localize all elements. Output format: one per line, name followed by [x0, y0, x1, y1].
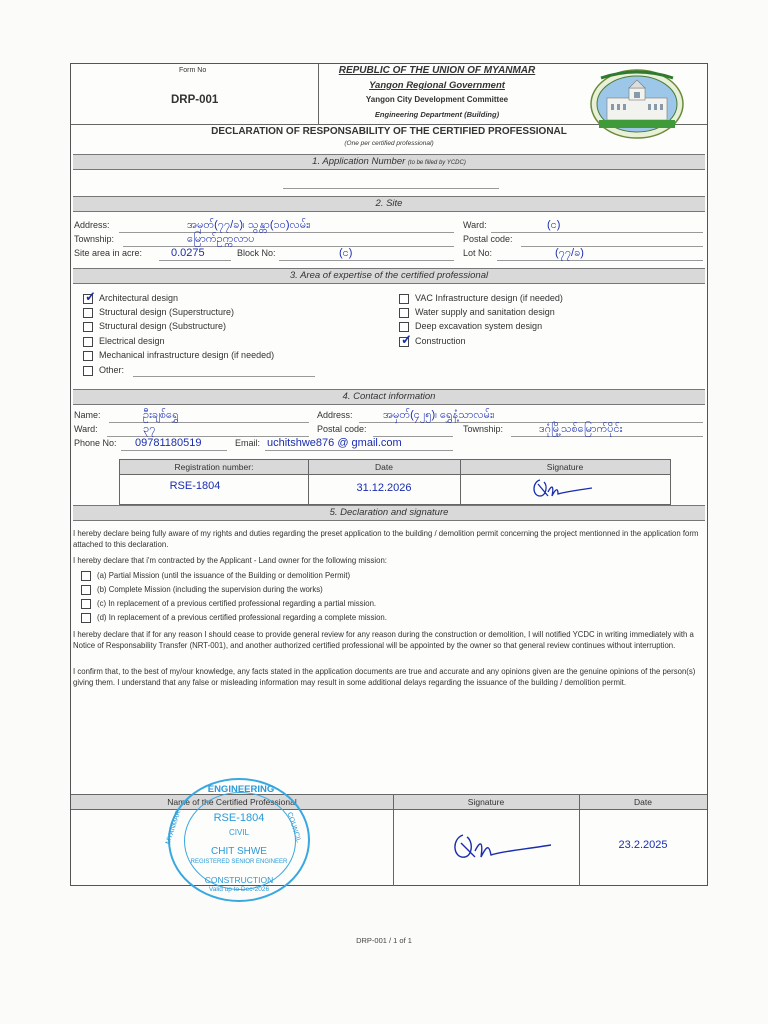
final-signature-header: Signature	[467, 797, 505, 807]
mission-b: (b) Complete Mission (including the supervision during the works)	[97, 585, 323, 594]
section-expertise: 3. Area of expertise of the certified professional	[73, 268, 705, 284]
contact-ward-label: Ward:	[74, 424, 98, 434]
declaration-paragraph-3: I hereby declare that if for any reason I should cease to provide general review for any reason during the construction or demolition, I will notified YCDC in writing immediately with a Notice of Responsability Transfer (NRT-001), and another authorized certified professional will be appointed by the owner so that general review continues without interruption.	[73, 630, 694, 650]
checkbox-mechanical[interactable]	[83, 351, 93, 361]
contact-name-label: Name:	[74, 410, 101, 420]
site-township-value: မြောက်ဥက္ကလာပ	[187, 233, 255, 245]
contact-email-value: uchitshwe876 @ gmail.com	[267, 437, 402, 449]
final-signature	[447, 827, 557, 867]
registration-table	[119, 459, 671, 505]
checkbox-excavation[interactable]	[399, 322, 409, 332]
checkbox-other[interactable]	[83, 366, 93, 376]
declaration-form	[70, 63, 708, 886]
checkbox-electrical[interactable]	[83, 337, 93, 347]
checkbox-mission-a[interactable]	[81, 571, 91, 581]
contact-address-value: အမှတ်(၄၂၅)၊ ရွှေနံ့သာလမ်း၊	[383, 409, 495, 421]
site-lot-value: (၇၇/ခ)	[555, 247, 584, 259]
stamp-field: CONSTRUCTION	[204, 875, 274, 885]
option-structural-super: Structural design (Superstructure)	[99, 307, 235, 317]
regional-government: Yangon Regional Government	[369, 80, 505, 91]
site-area-value: 0.0275	[171, 247, 205, 259]
stamp-engineer-name: CHIT SHWE	[211, 846, 267, 857]
checkbox-mission-b[interactable]	[81, 585, 91, 595]
site-address-value: အမှတ်(၇၇/ခ)၊ သွန္တာ(၁၀)လမ်း၊	[187, 219, 311, 231]
site-block-value: (င)	[339, 247, 353, 259]
contact-phone-value: 09781180519	[135, 437, 202, 449]
republic-title: REPUBLIC OF THE UNION OF MYANMAR	[338, 65, 536, 76]
stamp-top-arc: ENGINEERING	[207, 784, 275, 795]
stamp-civil: CIVIL	[228, 828, 249, 837]
form-no-label: Form No	[179, 67, 207, 74]
declaration-paragraph-2: I hereby declare that i'm contracted by the Applicant - Land owner for the following mission:	[73, 556, 387, 565]
site-postal-field[interactable]	[521, 246, 703, 247]
site-postal-label: Postal code:	[463, 234, 513, 244]
check-mark-icon: ✓	[401, 332, 412, 347]
form-number: DRP-001	[171, 94, 219, 106]
site-area-label: Site area in acre:	[74, 248, 143, 258]
option-structural-sub: Structural design (Substructure)	[99, 321, 227, 331]
option-electrical: Electrical design	[99, 336, 165, 346]
mission-c: (c) In replacement of a previous certified professional regarding a partial mission.	[97, 599, 377, 608]
declaration-paragraph-1: I hereby declare being fully aware of my rights and duties regarding the preset application to the building / demolition permit concerning the project mentionned in the application form attached to this declaration.	[73, 529, 699, 549]
checkbox-mission-d[interactable]	[81, 613, 91, 623]
contact-township-value: ဒဂုံမြို့သစ်မြောက်ပိုင်း	[539, 423, 623, 435]
option-excavation: Deep excavation system design	[415, 321, 543, 331]
other-field[interactable]	[133, 376, 315, 377]
contact-ward-value: ၃၇	[143, 423, 156, 435]
final-date-header: Date	[634, 797, 652, 807]
checkbox-water[interactable]	[399, 308, 409, 318]
section-1-note: (to be filled by YCDC)	[407, 160, 466, 166]
contact-date-value: 31.12.2026	[356, 482, 412, 494]
stamp-right-arc: COUNCIL	[285, 811, 302, 844]
engineer-stamp	[164, 778, 310, 902]
section-application-number	[73, 154, 705, 170]
page-footer: DRP-001 / 1 of 1	[356, 936, 412, 945]
form-subtitle: (One per certified professional)	[344, 140, 434, 147]
option-architectural: Architectural design	[99, 293, 179, 303]
contact-signature	[528, 474, 598, 502]
registration-number-header: Registration number:	[174, 462, 254, 472]
mission-a: (a) Partial Mission (until the issuance of the Building or demolition Permit)	[97, 571, 351, 580]
section-1-title: 1. Application Number	[312, 156, 406, 167]
check-mark-icon: ✓	[85, 289, 96, 304]
date-header: Date	[375, 462, 393, 472]
option-mechanical: Mechanical infrastructure design (if needed)	[99, 350, 275, 360]
contact-address-label: Address:	[317, 410, 353, 420]
stamp-rank: REGISTERED SENIOR ENGINEER	[190, 859, 288, 865]
site-ward-label: Ward:	[463, 220, 487, 230]
site-block-label: Block No:	[237, 248, 276, 258]
mission-d: (d) In replacement of a previous certified professional regarding a complete mission.	[97, 613, 387, 622]
option-vac: VAC Infrastructure design (if needed)	[415, 293, 563, 303]
committee-name: Yangon City Development Committee	[365, 95, 509, 104]
checkbox-mission-c[interactable]	[81, 599, 91, 609]
option-other: Other:	[99, 365, 125, 375]
registration-number-value: RSE-1804	[169, 480, 221, 492]
stamp-validity: Valid up to Dec-2026	[208, 886, 270, 893]
section-declaration: 5. Declaration and signature	[73, 505, 705, 521]
option-water: Water supply and sanitation design	[415, 307, 555, 317]
final-date-value: 23.2.2025	[618, 839, 668, 851]
contact-township-label: Township:	[463, 424, 504, 434]
signature-header: Signature	[546, 462, 584, 472]
section-contact: 4. Contact information	[73, 389, 705, 405]
checkbox-vac[interactable]	[399, 294, 409, 304]
contact-phone-label: Phone No:	[74, 438, 117, 448]
section-site: 2. Site	[73, 196, 705, 212]
declaration-paragraph-4: I confirm that, to the best of my/our knowledge, any facts stated in the application documents are true and accurate and any opinions given are the genuine opinions of the person(s) giving them. I understand that any false or misleading information may result in some additional delays regarding the issuance of the building / demolition permit.	[73, 667, 696, 687]
certified-professional-name-header: Name of the Certified Professional	[167, 797, 297, 807]
option-construction: Construction	[415, 336, 466, 346]
department-name: Engineering Department (Building)	[374, 110, 500, 119]
contact-postal-label: Postal code:	[317, 424, 367, 434]
form-title: DECLARATION OF RESPONSABILITY OF THE CERTIFIED PROFESSIONAL	[211, 126, 567, 137]
site-address-label: Address:	[74, 220, 110, 230]
application-number-field[interactable]	[283, 188, 499, 189]
contact-email-label: Email:	[235, 438, 261, 448]
contact-name-value: ဦးချစ်ရွှေ	[143, 409, 179, 421]
stamp-registration: RSE-1804	[213, 812, 265, 824]
site-ward-value: (င)	[547, 219, 561, 231]
checkbox-structural-super[interactable]	[83, 308, 93, 318]
site-lot-label: Lot No:	[463, 248, 493, 258]
checkbox-structural-sub[interactable]	[83, 322, 93, 332]
stamp-left-arc: MYANMAR	[164, 809, 183, 846]
site-township-label: Township:	[74, 234, 115, 244]
